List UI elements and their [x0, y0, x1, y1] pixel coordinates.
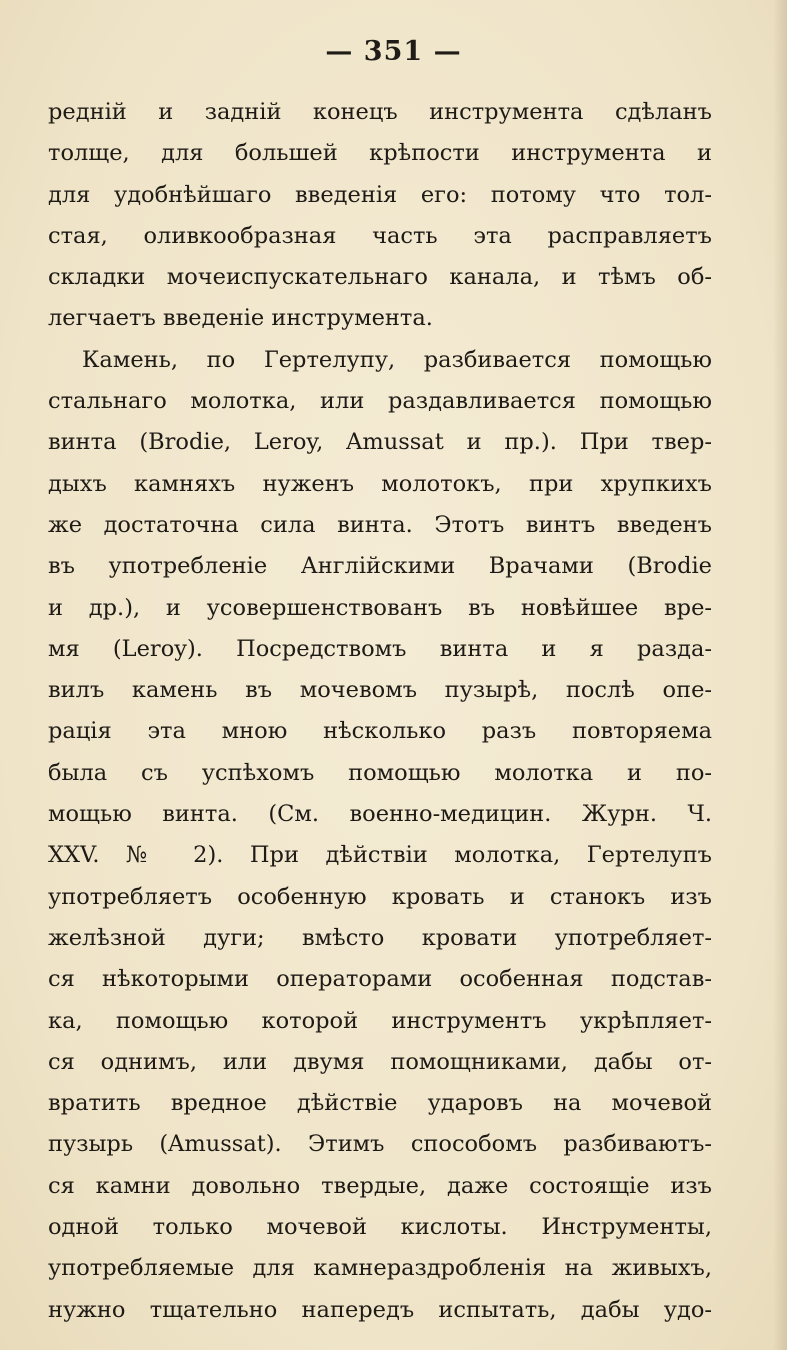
text-line: употребляемые для камнераздробленія на живыхъ,: [48, 1255, 712, 1282]
text-line: для удобнѣйшаго введенія его: потому что тол-: [48, 181, 712, 208]
text-line: желѣзной дуги; вмѣсто кровати употребляет-: [48, 924, 712, 951]
text-line: мощью винта. (См. военно-медицин. Журн. Ч.: [48, 801, 712, 828]
page-number: — 351 —: [325, 36, 462, 67]
text-line: редній и задній конецъ инструмента сдѣланъ: [48, 99, 712, 125]
text-line: складки мочеиспускательнаго канала, и тѣмъ об-: [48, 264, 712, 291]
text-line: ся нѣкоторыми операторами особенная подстав-: [48, 966, 712, 993]
text-line: стая, оливкообразная часть эта расправляетъ: [48, 222, 712, 249]
text-line: была съ успѣхомъ помощью молотка и по-: [48, 759, 712, 786]
text-line: мя (Leroy). Посредствомъ винта и я разда-: [48, 635, 712, 662]
text-line: нужно тщательно напередъ испытать, дабы удо-: [48, 1296, 712, 1323]
text-line: стальнаго молотка, или раздавливается помощью: [48, 388, 712, 415]
page-edge-shadow: [773, 0, 787, 1350]
text-line: ся камни довольно твердые, даже состоящіе изъ: [48, 1172, 712, 1199]
text-body: [48, 92, 712, 1331]
text-line: ся однимъ, или двумя помощниками, дабы от-: [48, 1048, 712, 1075]
text-line: XXV. № 2). При дѣйствіи молотка, Гертелупъ: [48, 842, 712, 869]
text-line: употребляетъ особенную кровать и станокъ изъ: [48, 883, 712, 910]
text-line: вратить вредное дѣйствіе ударовъ на мочевой: [48, 1090, 712, 1117]
text-line: и др.), и усовершенствованъ въ новѣйшее вре-: [48, 594, 712, 621]
text-line: рація эта мною нѣсколько разъ повторяема: [48, 718, 712, 745]
paragraph-first-line: Камень, по Гертелупу, разбивается помощью: [82, 346, 712, 373]
text-line: винта (Brodie, Leroy, Amussat и пр.). При твер-: [48, 429, 712, 456]
text-line: легчаетъ введеніе инструмента.: [48, 305, 433, 332]
text-line: пузырь (Amussat). Этимъ способомъ разбиваютъ-: [48, 1131, 712, 1158]
text-line: ка, помощью которой инструментъ укрѣпляет-: [48, 1007, 712, 1034]
text-line: одной только мочевой кислоты. Инструменты,: [48, 1214, 712, 1241]
text-line: же достаточна сила винта. Этотъ винтъ введенъ: [48, 511, 712, 538]
text-line: въ употребленіе Англійскими Врачами (Brodie: [48, 553, 712, 580]
text-line: вилъ камень въ мочевомъ пузырѣ, послѣ опе-: [48, 677, 712, 704]
text-line: толще, для большей крѣпости инструмента и: [48, 140, 712, 167]
text-line: дыхъ камняхъ нуженъ молотокъ, при хрупкихъ: [48, 470, 712, 497]
